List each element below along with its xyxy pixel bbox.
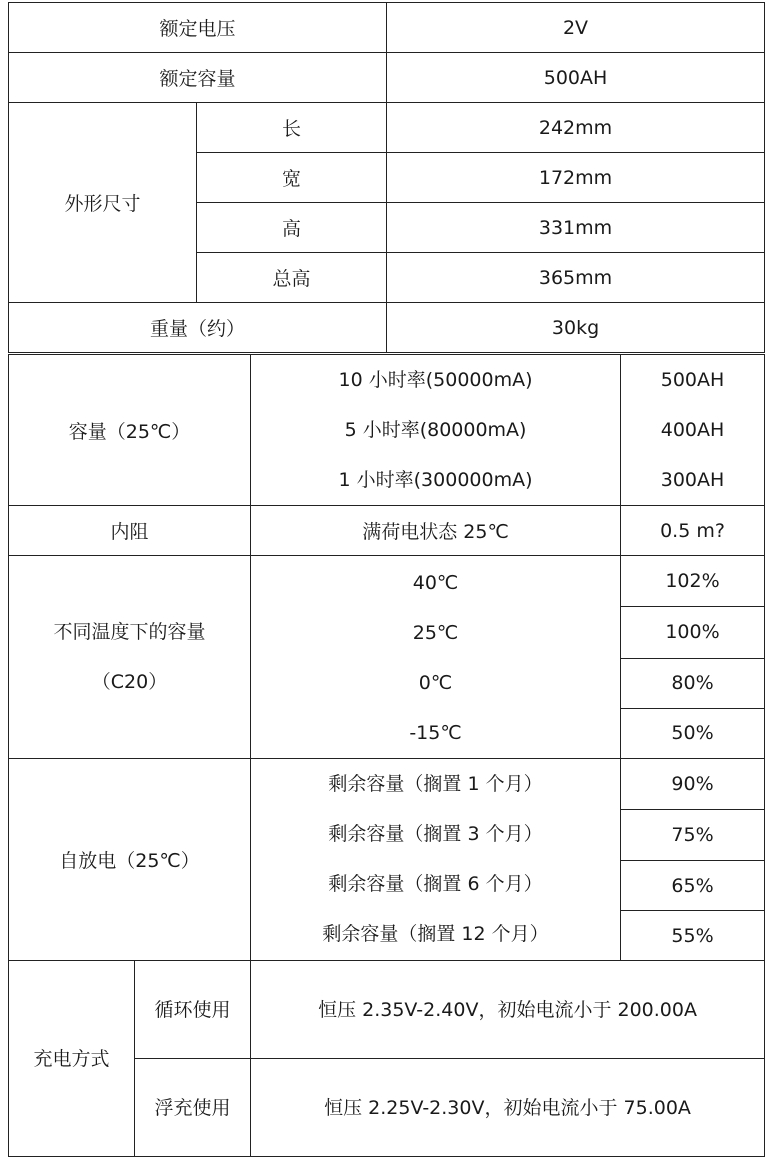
weight-value: 30kg bbox=[387, 303, 765, 353]
resistance-condition: 满荷电状态 25℃ bbox=[251, 506, 621, 556]
temp-capacity-value-minus-15: 50% bbox=[621, 708, 765, 758]
self-discharge-value-6m: 65% bbox=[621, 861, 765, 911]
table-row bbox=[9, 961, 765, 1059]
temp-capacity-value-25: 100% bbox=[621, 607, 765, 658]
rated-capacity-label: 额定容量 bbox=[9, 53, 387, 103]
self-discharge-condition-3m: 剩余容量（搁置 3 个月） bbox=[328, 823, 543, 845]
temp-capacity-label-line1: 不同温度下的容量 bbox=[53, 621, 206, 643]
self-discharge-label: 自放电（25℃） bbox=[9, 759, 251, 961]
performance-specs-table bbox=[8, 354, 765, 1157]
capacity-values bbox=[621, 355, 765, 506]
rated-voltage-value: 2V bbox=[387, 3, 765, 53]
table-row bbox=[9, 506, 765, 556]
capacity-value-5h: 400AH bbox=[660, 419, 725, 441]
charging-spec-float: 恒压 2.25V-2.30V，初始电流小于 75.00A bbox=[251, 1059, 765, 1157]
self-discharge-condition-12m: 剩余容量（搁置 12 个月） bbox=[322, 923, 549, 945]
self-discharge-value-12m: 55% bbox=[621, 911, 765, 961]
charging-mode-cycle: 循环使用 bbox=[135, 961, 251, 1059]
table-row bbox=[9, 355, 765, 506]
temp-40: 40℃ bbox=[412, 572, 459, 594]
dim-label-length: 长 bbox=[197, 103, 387, 153]
self-discharge-conditions bbox=[251, 759, 621, 961]
capacity-label: 容量（25℃） bbox=[9, 355, 251, 506]
temp-capacity-temps bbox=[251, 556, 621, 759]
capacity-condition-10h: 10 小时率(50000mA) bbox=[338, 369, 533, 391]
charging-method-label: 充电方式 bbox=[9, 961, 135, 1157]
temp-capacity-value-40: 102% bbox=[621, 556, 765, 607]
table-row bbox=[9, 303, 765, 353]
capacity-conditions bbox=[251, 355, 621, 506]
self-discharge-condition-6m: 剩余容量（搁置 6 个月） bbox=[328, 873, 543, 895]
rated-voltage-label: 额定电压 bbox=[9, 3, 387, 53]
table-row bbox=[9, 556, 765, 607]
table-row bbox=[9, 3, 765, 53]
dimensions-label: 外形尺寸 bbox=[9, 103, 197, 303]
capacity-value-1h: 300AH bbox=[660, 469, 725, 491]
capacity-value-10h: 500AH bbox=[660, 369, 725, 391]
temp-25: 25℃ bbox=[412, 622, 459, 644]
capacity-condition-1h: 1 小时率(300000mA) bbox=[338, 469, 533, 491]
temp-capacity-label-line2: （C20） bbox=[91, 671, 168, 693]
temp-capacity-value-0: 80% bbox=[621, 658, 765, 708]
dim-value-height: 331mm bbox=[387, 203, 765, 253]
table-row bbox=[9, 53, 765, 103]
table-row bbox=[9, 759, 765, 810]
dim-label-width: 宽 bbox=[197, 153, 387, 203]
temp-capacity-label bbox=[9, 556, 251, 759]
self-discharge-value-1m: 90% bbox=[621, 759, 765, 810]
dim-value-length: 242mm bbox=[387, 103, 765, 153]
dim-label-height: 高 bbox=[197, 203, 387, 253]
capacity-condition-5h: 5 小时率(80000mA) bbox=[344, 419, 527, 441]
weight-label: 重量（约） bbox=[9, 303, 387, 353]
resistance-value: 0.5 m? bbox=[621, 506, 765, 556]
dim-value-width: 172mm bbox=[387, 153, 765, 203]
charging-mode-float: 浮充使用 bbox=[135, 1059, 251, 1157]
self-discharge-value-3m: 75% bbox=[621, 810, 765, 861]
rated-capacity-value: 500AH bbox=[387, 53, 765, 103]
resistance-label: 内阻 bbox=[9, 506, 251, 556]
temp-0: 0℃ bbox=[418, 672, 453, 694]
dim-label-total-height: 总高 bbox=[197, 253, 387, 303]
self-discharge-condition-1m: 剩余容量（搁置 1 个月） bbox=[328, 773, 543, 795]
charging-spec-cycle: 恒压 2.35V-2.40V，初始电流小于 200.00A bbox=[251, 961, 765, 1059]
temp-minus-15: -15℃ bbox=[409, 722, 462, 744]
basic-specs-table bbox=[8, 2, 765, 353]
dim-value-total-height: 365mm bbox=[387, 253, 765, 303]
table-row bbox=[9, 103, 765, 153]
